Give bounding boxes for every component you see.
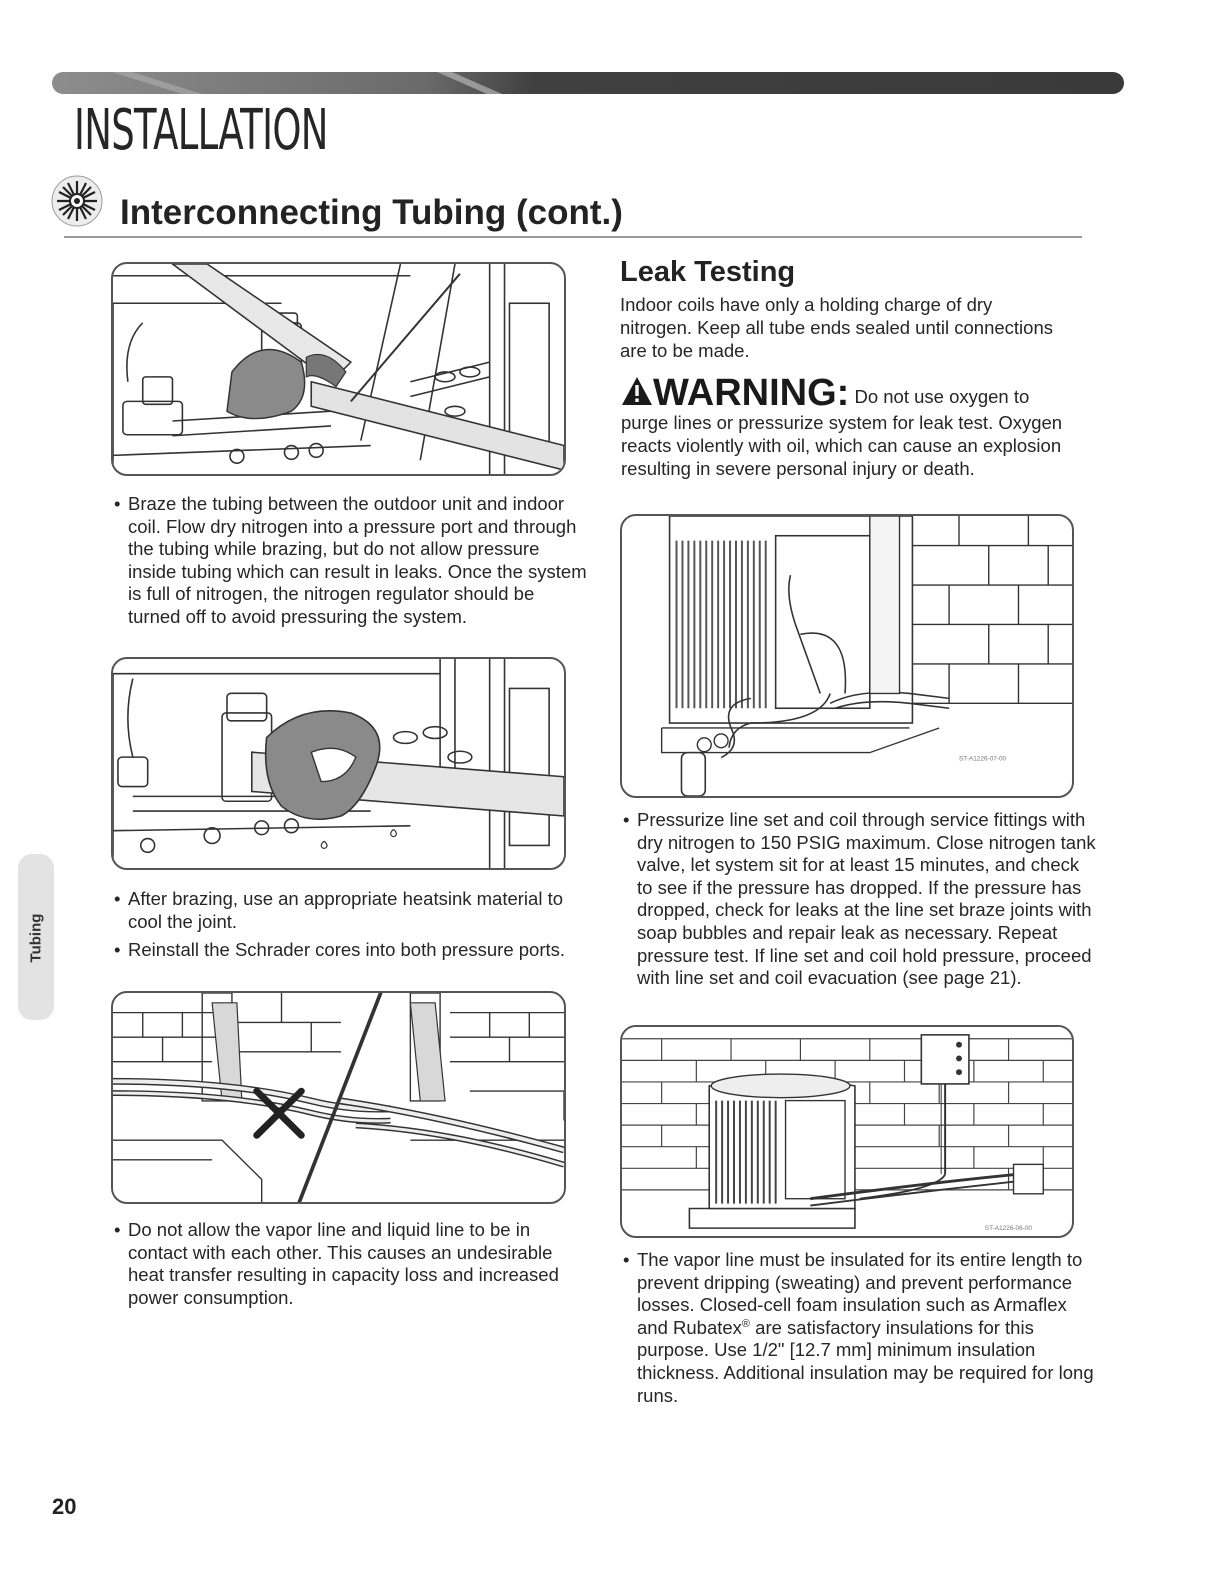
bullet-vapor-insulation: [621, 1249, 1097, 1407]
bullet-pressurize: [621, 809, 1097, 990]
figure-code-label: ST-A1226-07-00: [959, 755, 1007, 763]
bullet-text: After brazing, use an appropriate heatsink material to cool the joint.: [128, 888, 563, 932]
bullet-dot: •: [114, 939, 121, 960]
page-number: 20: [52, 1494, 77, 1519]
vapor-liquid-line-figure: [111, 991, 566, 1204]
snowflake-sun-icon: [50, 174, 104, 228]
bullet-dot: •: [114, 1219, 121, 1240]
bullet-dot: •: [623, 809, 630, 830]
page-heading: INSTALLATION: [74, 98, 328, 163]
warning-triangle-icon: [621, 376, 653, 406]
bullet-braze-tubing: [112, 493, 588, 629]
warning-block: [621, 374, 1081, 480]
leak-testing-intro: Indoor coils have only a holding charge of dry nitrogen. Keep all tube ends sealed until connections are to be made.: [620, 294, 1053, 361]
leak-testing-heading: Leak Testing: [620, 256, 796, 288]
bullet-text: Pressurize line set and coil through service fittings with dry nitrogen to 150 PSIG maximum. Close nitrogen tank valve, let system sit for at least 15 minutes, and check to see if the pressure has dropped. If the pressure has dropped, check for leaks at the line set braze joints with soap bubbles and repair leak as necessary. Repeat pressure test. If line set and coil hold pressure, proceed with line set and coil evacuation (see page 21).: [637, 809, 1096, 989]
warning-text: Do not use oxygen to purge lines or pressurize system for leak test. Oxygen reacts violently with oil, which can cause an explosion resulting in severe personal injury or death.: [621, 386, 1063, 479]
side-tab-label: Tubing: [27, 913, 45, 963]
bullet-line-contact: [112, 1219, 588, 1309]
bullet-text-part1: The vapor line must be insulated for its entire length to prevent dripping (sweating) and prevent performance losses. Closed-cell foam insulation such as Armaflex and Rubatex: [637, 1249, 1083, 1338]
warning-label: WARNING:: [653, 372, 850, 414]
section-divider: [64, 236, 1082, 238]
header-decorative-bar: [52, 72, 1124, 94]
bullet-text: Do not allow the vapor line and liquid line to be in contact with each other. This causes an undesirable heat transfer resulting in capacity loss and increased power consumption.: [128, 1219, 559, 1308]
nitrogen-pressure-figure: [620, 514, 1074, 798]
outdoor-unit-figure: [620, 1025, 1074, 1238]
bullet-dot: •: [623, 1249, 630, 1270]
bullet-dot: •: [114, 493, 121, 514]
bullet-text: Braze the tubing between the outdoor unit and indoor coil. Flow dry nitrogen into a pressure port and through the tubing while brazing, but do not allow pressure inside tubing which can result in leaks. Once the system is full of nitrogen, the nitrogen regulator should be turned off to avoid pressuring the system.: [128, 493, 587, 627]
registered-mark: ®: [741, 1317, 751, 1330]
bullet-schrader-cores: [112, 939, 588, 962]
section-title: Interconnecting Tubing (cont.): [120, 193, 623, 232]
bullet-text: Reinstall the Schrader cores into both pressure ports.: [128, 939, 566, 960]
figure-code-label: ST-A1226-06-00: [984, 1225, 1033, 1233]
bullet-heatsink: [112, 888, 588, 933]
bullet-text-part2: are satisfactory insulations for this purpose. Use 1/2" [12.7 mm] minimum insulation thickness. Additional insulation may be required for long runs.: [637, 1316, 1094, 1406]
brazing-figure: [111, 262, 566, 476]
bullet-dot: •: [114, 888, 121, 909]
heatsink-figure: [111, 657, 566, 870]
